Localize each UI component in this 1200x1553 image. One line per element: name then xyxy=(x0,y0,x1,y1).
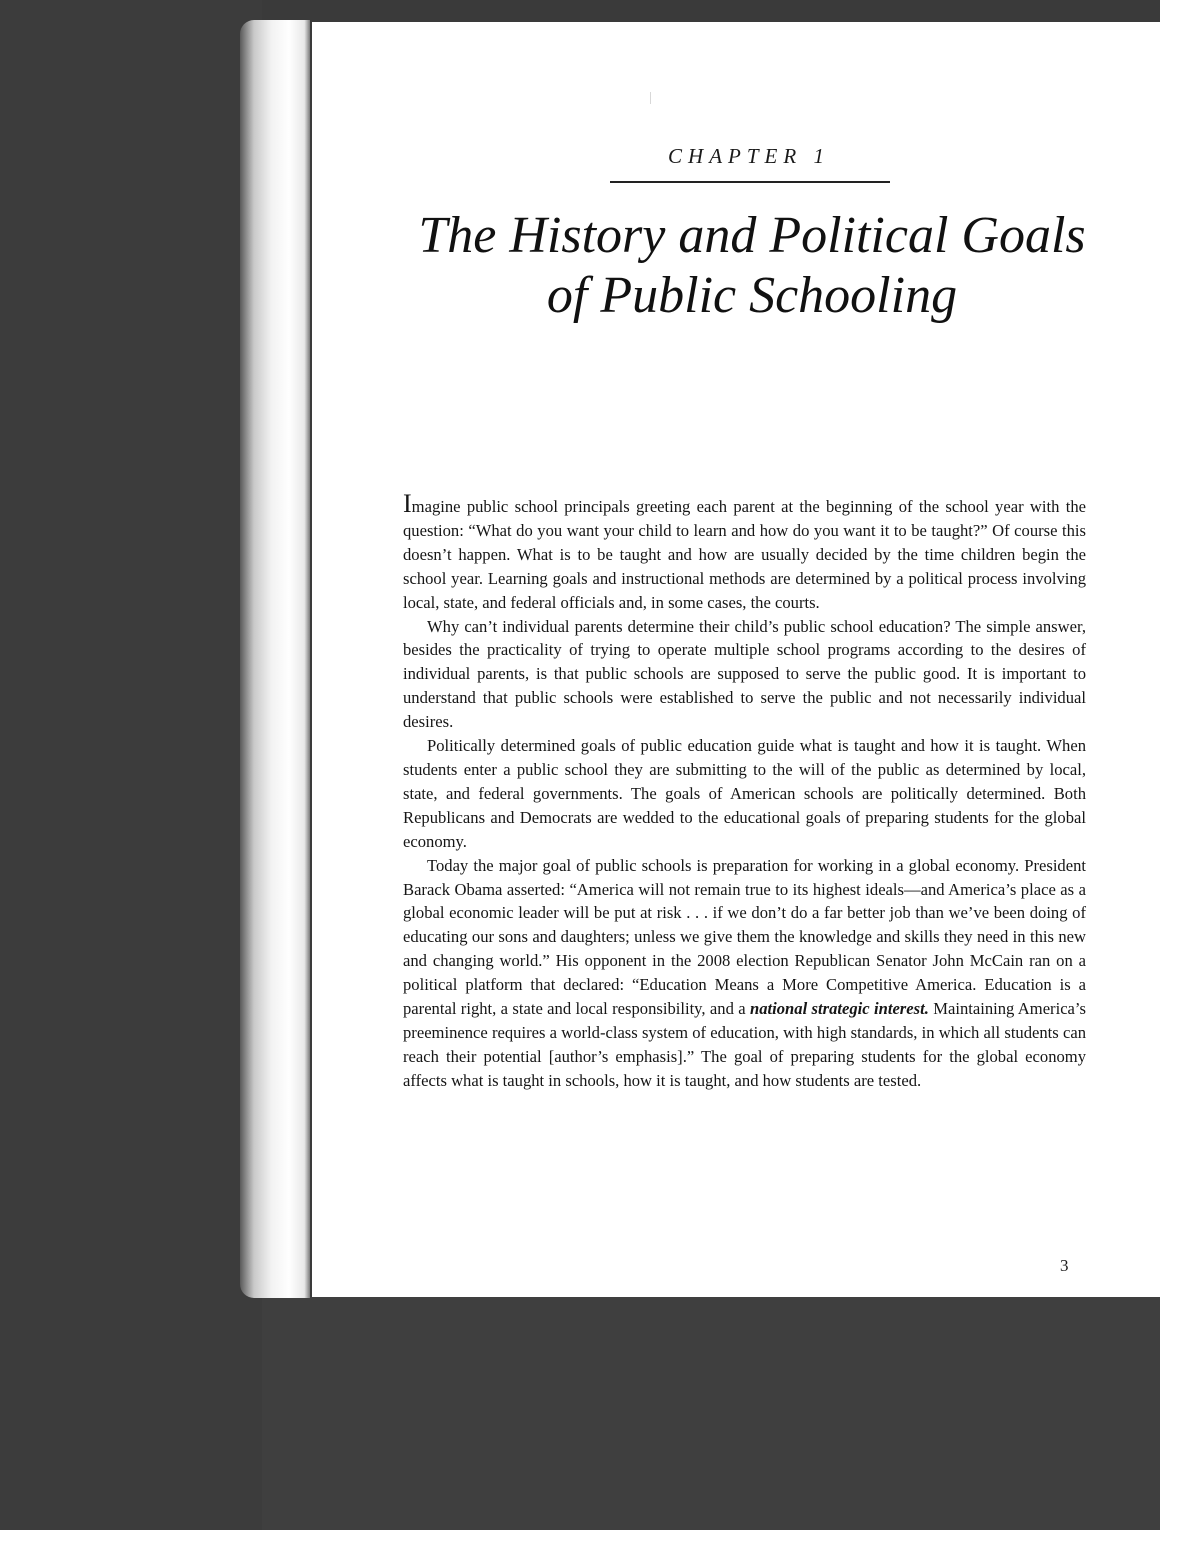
drop-cap: I xyxy=(403,489,412,518)
chapter-label: CHAPTER 1 xyxy=(668,144,830,168)
paragraph-3: Politically determined goals of public education guide what is taught and how it is taught. When students enter a public school they are submitting to the will of the public as determined by local, state, and federal governments. The goals of American schools are politically determined. Both Republicans and Democrats are wedded to the educational goals of preparing students for the global economy. xyxy=(403,736,1086,851)
paragraph-1-text: magine public school principals greeting each parent at the beginning of the school year with the question: “What do you want your child to learn and how do you want it to be taught?” Of course this doesn’t happen. What is to be taught and how are usually decided by the time children begin the school year. Learning goals and instructional methods are determined by a political process involving local, state, and federal officials and, in some cases, the courts. xyxy=(403,497,1086,612)
scan-margin-bottom xyxy=(0,1530,1200,1553)
scan-background-bottom xyxy=(262,1297,1160,1530)
book-gutter xyxy=(240,20,310,1298)
scan-artifact-mark xyxy=(650,92,651,104)
paragraph-4-text-start: Today the major goal of public schools is preparation for working in a global economy. President Barack Obama asserted: “America will not remain true to its highest ideals—and America’s place as a global economic leader will be put at risk . . . if we don’t do a far better job than we’ve been doing of educating our sons and daughters; unless we give them the knowledge and skills they need in this new and changing world.” His opponent in the 2008 election Republican Senator John McCain ran on a political platform that declared: “Education Means a More Competitive America. Education is a parental right, a state and local responsibility, and a xyxy=(403,855,1086,1019)
chapter-title-line-1: The History and Political Goals xyxy=(418,207,1086,264)
chapter-title xyxy=(392,206,1112,326)
chapter-title-line-2: of Public Schooling xyxy=(546,267,958,324)
page-number: 3 xyxy=(1060,1256,1069,1275)
scan-background-top xyxy=(262,0,1160,22)
chapter-rule xyxy=(610,181,890,183)
body-text xyxy=(403,489,1086,1093)
emphasized-phrase: national strategic interest. xyxy=(750,999,929,1019)
paragraph-4-text-end: Maintaining America’s preeminence requires a world-class system of education, with high standards, in which all students can reach their potential [author’s emphasis].” The goal of preparing students for the global economy affects what is taught in schools, how it is taught, and how students are tested. xyxy=(403,999,1086,1090)
scan-background-bottom-left xyxy=(0,1297,262,1530)
paragraph-4 xyxy=(403,854,1086,1093)
paragraph-1 xyxy=(403,489,1086,615)
paragraph-2: Why can’t individual parents determine their child’s public school education? The simple answer, besides the practicality of trying to operate multiple school programs according to the desires of individual parents, is that public schools are supposed to serve the public good. It is important to understand that public schools were established to serve the public and not necessarily individual desires. xyxy=(403,616,1086,732)
scan-margin-right xyxy=(1160,0,1200,1530)
